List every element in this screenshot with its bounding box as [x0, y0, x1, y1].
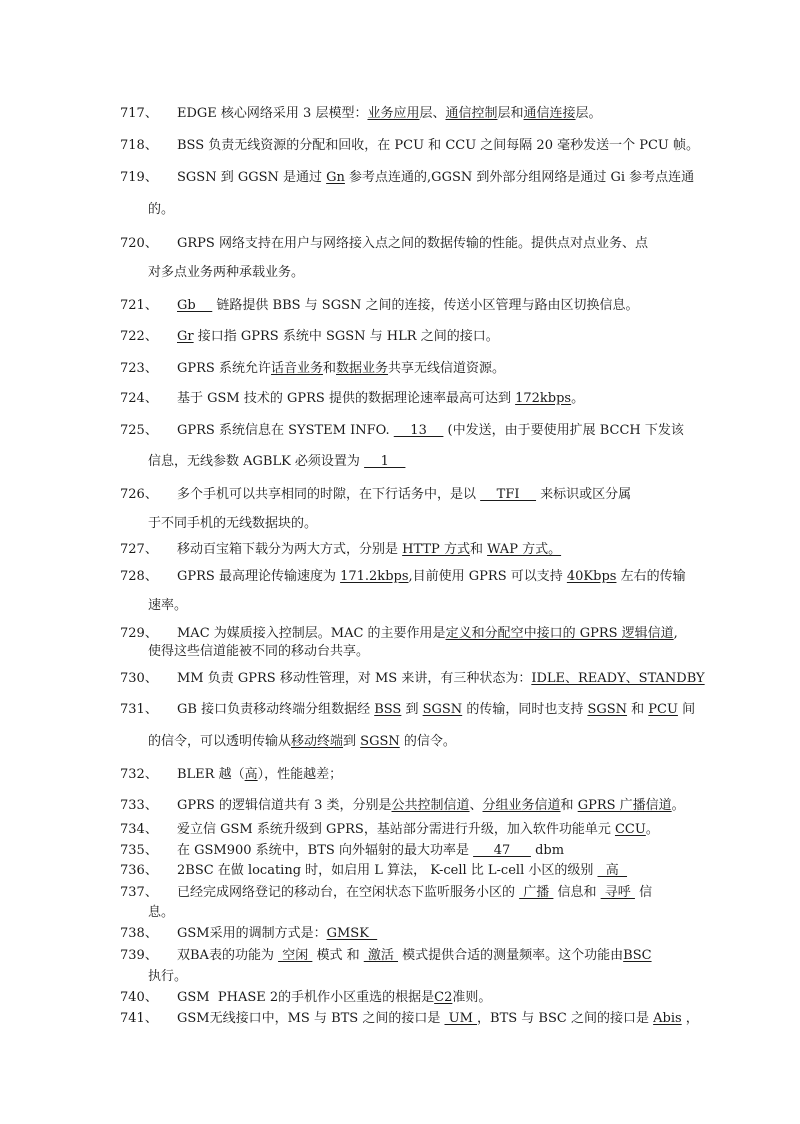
answer-blank: Gr	[177, 329, 194, 344]
question-number: 717、	[120, 106, 158, 121]
answer-blank: CCU	[614, 822, 646, 837]
question-number: 741、	[120, 1011, 158, 1026]
answer-blank: SGSN	[360, 734, 400, 749]
question-number: 732、	[120, 767, 158, 782]
answer-blank: HTTP 方式	[402, 542, 470, 557]
question-line: GRPS 网络支持在用户与网络接入点之间的数据传输的性能。提供点对点业务、点	[177, 236, 648, 251]
answer-blank: 高	[597, 863, 628, 878]
question-line: 使得这些信道能被不同的移动台共享。	[148, 644, 370, 659]
answer-blank: PCU	[648, 702, 678, 717]
question-number: 734、	[120, 822, 158, 837]
question-line: 执行。	[148, 969, 188, 984]
question-line: 对多点业务两种承载业务。	[148, 265, 305, 280]
question-line: 爱立信 GSM 系统升级到 GPRS，基站部分需进行升级，加入软件功能单元 CCU。	[177, 822, 659, 837]
question-line: GPRS 最高理论传输速度为 171.2kbps,目前使用 GPRS 可以支持 40Kbps 左右的传输	[177, 569, 686, 584]
question-line: GPRS 的逻辑信道共有 3 类，分别是公共控制信道、分组业务信道和 GPRS 广播信道。	[177, 798, 685, 813]
answer-blank: 话音业务	[270, 361, 323, 376]
question-line: SGSN 到 GGSN 是通过 Gn 参考点连通的,GGSN 到外部分组网络是通过 Gi 参考点连通	[177, 170, 695, 185]
answer-blank: Gb	[177, 298, 213, 313]
answer-blank: 13	[393, 423, 444, 438]
question-line: 的信令，可以透明传输从移动终端到 SGSN 的信令。	[148, 734, 456, 749]
answer-blank: BSS	[374, 702, 402, 717]
question-line: GB 接口负责移动终端分组数据经 BSS 到 SGSN 的传输，同时也支持 SGSN 和 PCU 间	[177, 702, 696, 717]
question-number: 721、	[120, 298, 158, 313]
question-line: 基于 GSM 技术的 GPRS 提供的数据理论速率最高可达到 172kbps。	[177, 391, 585, 406]
question-line: 速率。	[148, 598, 188, 613]
question-number: 738、	[120, 926, 158, 941]
question-line: GPRS 系统允许话音业务和数据业务共享无线信道资源。	[177, 361, 506, 376]
answer-blank: 定义和分配空中接口的 GPRS 逻辑信道	[445, 626, 674, 641]
answer-blank: UM	[444, 1011, 478, 1026]
question-number: 729、	[120, 626, 158, 641]
answer-blank: 激活	[363, 948, 399, 963]
question-line: MM 负责 GPRS 移动性管理，对 MS 来讲，有三种状态为：IDLE、READY、STANDBY	[177, 671, 705, 686]
question-line: 息。	[148, 905, 175, 920]
question-line: Gr 接口指 GPRS 系统中 SGSN 与 HLR 之间的接口。	[177, 329, 499, 344]
question-number: 740、	[120, 990, 158, 1005]
question-line: BLER 越（高），性能越差；	[177, 767, 343, 782]
answer-blank: GMSK	[326, 926, 378, 941]
answer-blank: 通信控制	[445, 106, 498, 121]
question-number: 719、	[120, 170, 158, 185]
answer-blank: 分组业务信道	[482, 798, 561, 813]
answer-blank: WAP 方式。	[487, 542, 562, 557]
question-number: 720、	[120, 236, 158, 251]
answer-blank: 通信连接	[523, 106, 576, 121]
question-number: 725、	[120, 423, 158, 438]
question-line: 于不同手机的无线数据块的。	[148, 516, 318, 531]
question-number: 739、	[120, 948, 158, 963]
question-number: 726、	[120, 487, 158, 502]
question-line: 在 GSM900 系统中，BTS 向外辐射的最大功率是 47 dbm	[177, 843, 565, 858]
answer-blank: 数据业务	[336, 361, 389, 376]
answer-blank: 寻呼	[600, 885, 635, 900]
question-number: 736、	[120, 863, 158, 878]
question-number: 723、	[120, 361, 158, 376]
question-number: 722、	[120, 329, 158, 344]
question-line: GPRS 系统信息在 SYSTEM INFO. 13 (中发送，由于要使用扩展 BCCH 下发该	[177, 423, 684, 438]
question-line: GSM PHASE 2的手机作小区重选的根据是C2准则。	[177, 990, 492, 1005]
question-number: 733、	[120, 798, 158, 813]
question-number: 730、	[120, 671, 158, 686]
answer-blank: C2	[434, 990, 453, 1005]
answer-blank: 高	[244, 767, 258, 782]
answer-blank: 47	[473, 843, 531, 858]
answer-blank: SGSN	[422, 702, 463, 717]
question-line: GSM无线接口中，MS 与 BTS 之间的接口是 UM ，BTS 与 BSC 之间的接口是 Abis ，	[177, 1011, 699, 1026]
question-number: 735、	[120, 843, 158, 858]
answer-blank: 172kbps	[515, 391, 572, 406]
answer-blank: 移动终端	[291, 734, 344, 749]
question-line: 双BA表的功能为 空闲 模式 和 激活 模式提供合适的测量频率。这个功能由BSC	[177, 948, 652, 963]
answer-blank: TFI	[480, 487, 537, 502]
question-line: 已经完成网络登记的移动台，在空闲状态下监听服务小区的 广播 信息和 寻呼 信	[177, 885, 653, 900]
question-number: 724、	[120, 391, 158, 406]
question-line: Gb 链路提供 BBS 与 SGSN 之间的连接，传送小区管理与路由区切换信息。	[177, 298, 639, 313]
question-line: EDGE 核心网络采用 3 层模型：业务应用层、通信控制层和通信连接层。	[177, 106, 602, 121]
answer-blank: Gn	[326, 170, 345, 185]
answer-blank: 1	[364, 454, 406, 469]
question-line: 信息，无线参数 AGBLK 必须设置为 1	[148, 454, 406, 469]
question-number: 737、	[120, 885, 158, 900]
question-line: BSS 负责无线资源的分配和回收，在 PCU 和 CCU 之间每隔 20 毫秒发送一个 PCU 帧。	[177, 138, 700, 153]
answer-blank: 业务应用	[367, 106, 420, 121]
question-number: 728、	[120, 569, 158, 584]
question-number: 731、	[120, 702, 158, 717]
answer-blank: 公共控制信道	[391, 798, 470, 813]
answer-blank: Abis	[653, 1011, 682, 1026]
question-line: 2BSC 在做 locating 时，如启用 L 算法， K-cell 比 L-cell 小区的级别 高	[177, 863, 628, 878]
question-number: 727、	[120, 542, 158, 557]
question-line: 的。	[148, 202, 175, 217]
answer-blank: 广播	[519, 885, 554, 900]
question-line: 移动百宝箱下载分为两大方式，分别是 HTTP 方式和 WAP 方式。	[177, 542, 562, 557]
answer-blank: BSC	[623, 948, 652, 963]
answer-blank: 空闲	[278, 948, 313, 963]
question-line: GSM采用的调制方式是：GMSK	[177, 926, 378, 941]
answer-blank: IDLE、READY、STANDBY	[531, 671, 705, 686]
answer-blank: 171.2kbps	[340, 569, 409, 584]
answer-blank: GPRS 广播信道	[577, 798, 672, 813]
question-line: MAC 为媒质接入控制层。MAC 的主要作用是定义和分配空中接口的 GPRS 逻辑信道,	[177, 626, 678, 641]
answer-blank: SGSN	[587, 702, 628, 717]
answer-blank: 40Kbps	[566, 569, 617, 584]
question-number: 718、	[120, 138, 158, 153]
question-line: 多个手机可以共享相同的时隙，在下行话务中，是以 TFI 来标识或区分属	[177, 487, 632, 502]
